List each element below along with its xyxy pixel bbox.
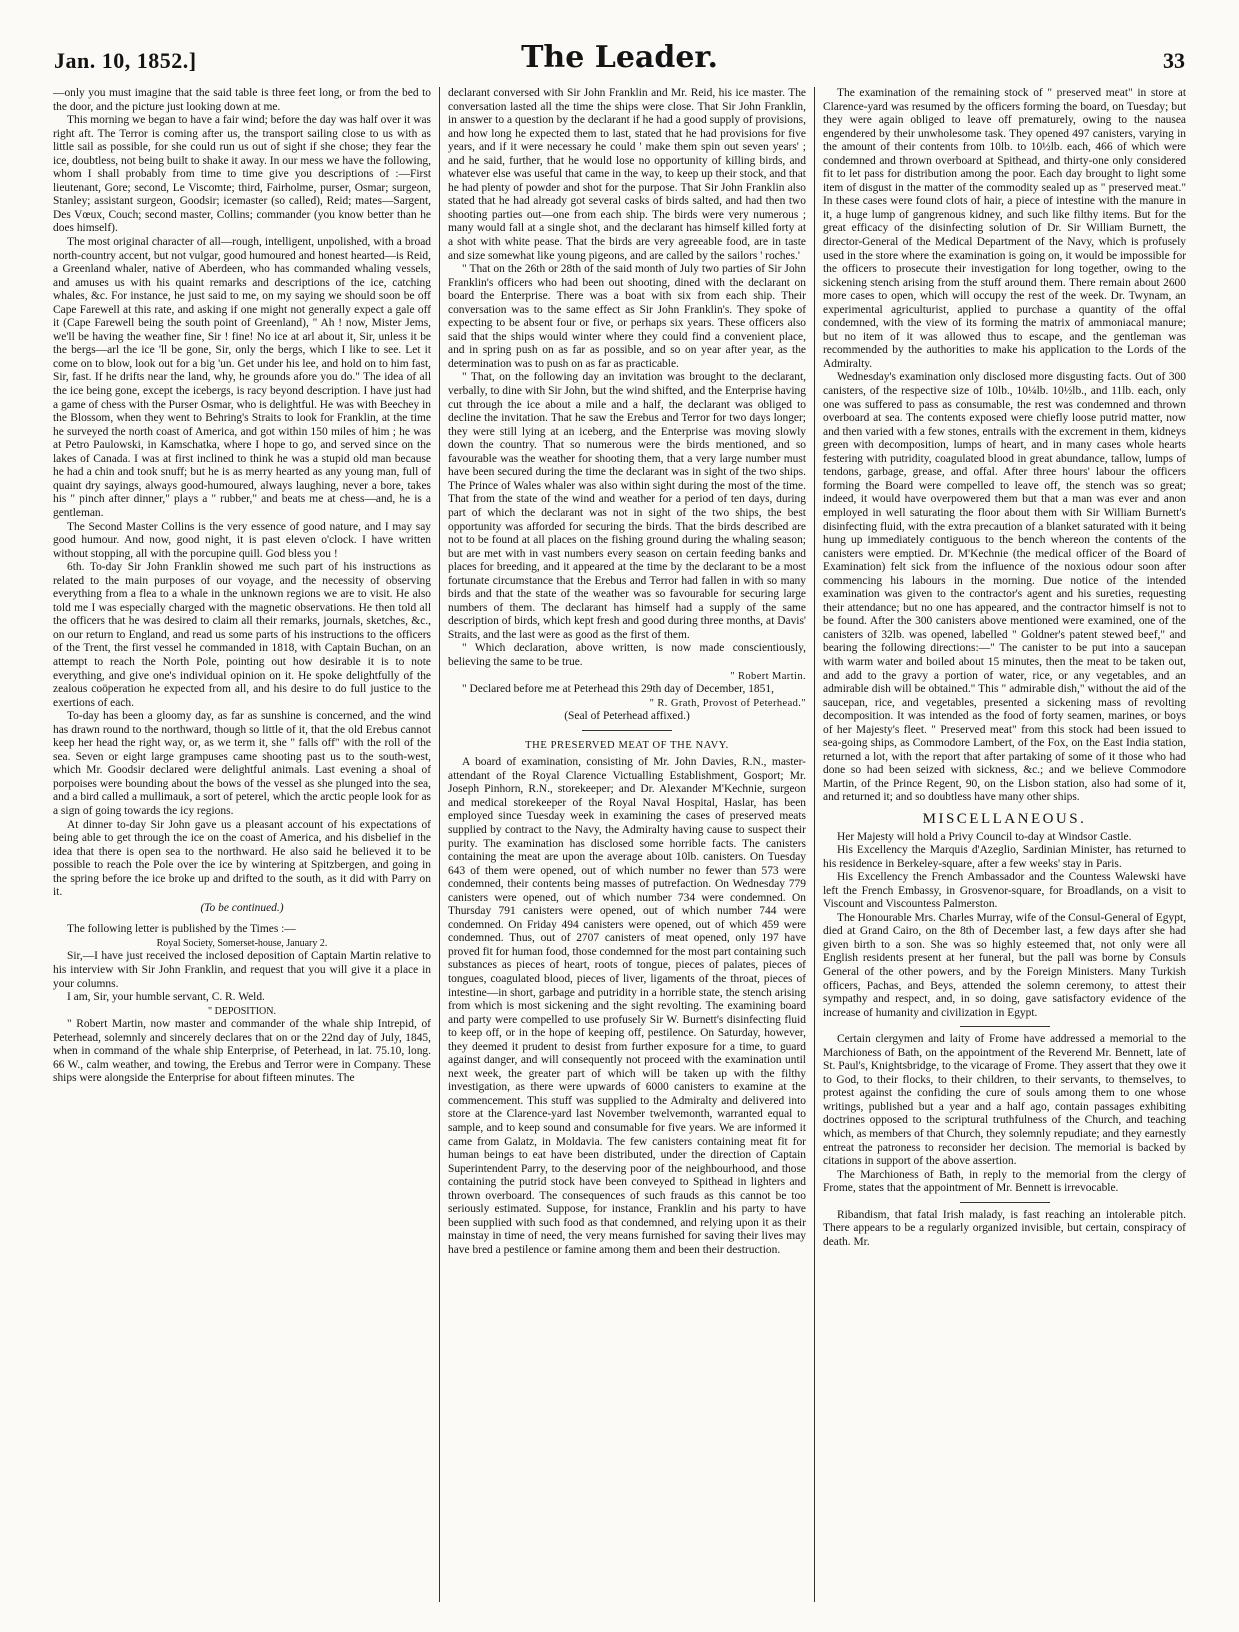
paragraph: The Marchioness of Bath, in reply to the memorial from the clergy of Frome, states that the appointment of Mr. Bennett is irrevocable. xyxy=(823,1168,1186,1195)
deposition-heading: " DEPOSITION. xyxy=(208,1005,276,1017)
paragraph: Wednesday's examination only disclosed more disgusting facts. Out of 300 canisters, of the respective size of 10lb., 10¼lb. 10½lb., and 11lb. each, only one was suffered to pass as consumable, the rest was condemned and thrown overboard at sea. The contents exposed were chiefly loose putrid matter, now and then varied with a few stones, entrails with the excrement in them, kidneys green with decomposition, lumps of heart, and in many cases whole hearts festering with putridity, coagulated blood in great abundance, tallow, lumps of tendons, garbage, grease, and offal. After three hours' labour the officers forming the Board were compelled to leave off, the stench was so great; indeed, it would have overpowered them but that a man was ever and anon employed in well saturating the floor about them with Sir William Burnett's disinfecting fluid, with the extra precaution of a blanket saturated with it being hung up immediately contiguous to the bench whereon the contents of the canisters were emptied. Dr. M'Kechnie (the medical officer of the Board of Examination) felt sick from the influence of the noxious odour soon after commencing his labours in the morning. Due notice of the intended examination was given to the contractor's agent and his sureties, requesting their attendance; but no one has appeared, and the contractor himself is not to be found. After the 300 canisters above mentioned were examined, one of the canisters of 32lb. was opened, labelled " Goldner's patent stewed beef," and bearing the following directions:—" The canister to be put into a saucepan with warm water and boiled about 15 minutes, then the meat to be taken out, and add to the gravy a portion of water, rice, or any vegetables, and an admirable dish will be obtained." This " admirable dish," without the aid of the saucepan, rice, and vegetables, presented a sickening mass of revolting decomposition. It was intended as the food of forty seamen, marines, or boys of her Majesty's fleet. " Preserved meat" from this stock had been issued to sea-going ships, as Commodore Lambert, of the Fox, on the East India station, returned a lot, with the report that after partaking of some of it those who had done so had been seized with sickness, &c.; and we believe Commodore Martin, of the Prince Regent, 90, on the Lisbon station, also had some of it, and returned it; and so doubtless have many other ships. xyxy=(823,371,1186,804)
section-divider xyxy=(960,1202,1050,1203)
paragraph: His Excellency the French Ambassador and the Countess Walewski have left the French Embassy, in Grosvenor-square, for Broadlands, on a visit to Viscount and Viscountess Palmerston. xyxy=(823,871,1186,911)
letter-body: Sir,—I have just received the inclosed deposition of Captain Martin relative to his interview with Sir John Franklin, and request that you will give it a place in your columns. xyxy=(53,950,431,990)
paragraph: Her Majesty will hold a Privy Council to-day at Windsor Castle. xyxy=(837,830,1132,843)
deposition-paragraph: " That on the 26th or 28th of the said month of July two parties of Sir John Franklin's officers who had been out shooting, dined with the declarant on board the Enterprise. There was a boat with six from each ship. Their conversation was to the same effect as Sir John Franklin's. They spoke of expecting to be absent four or five, or perhaps six years. These officers also said that the ships would winter where they could find a convenient place, and in spring push on as far as possible, and so on year after year, as the determination was to push on as far as practicable. xyxy=(448,263,806,370)
paragraph: —only you must imagine that the said table is three feet long, or from the bed to the door, and the picture just looking down at me. xyxy=(53,87,431,113)
section-title-preserved-meat: THE PRESERVED MEAT OF THE NAVY. xyxy=(525,739,729,751)
column-rule xyxy=(814,87,815,1602)
paragraph: The examination of the remaining stock of " preserved meat" in store at Clarence-yard was resumed by the officers forming the board, on Tuesday; but they were again obliged to leave off prematurely, owing to the nausea engendered by their unwholesome task. They opened 497 canisters, varying in the amount of their contents from 10lb. to 10½lb. each, 466 of which were condemned and thrown overboard at Spithead, and thirty-one only considered fit to let pass for distribution among the poor. Each day brought to light some item of disgust in the matter of the commodity sealed up as " preserved meat." In these cases were found clots of hair, a piece of intestine with the manure in it, a huge lump of gangrenous kidney, and such like filthy items. But for the great efficacy of the disinfecting solution of Dr. Sir William Burnett, the director-General of the Medical Department of the Navy, which is profusely used in the store where the examination is going on, it would be impossible for the officers to prosecute their investigation for long together, owing to the sickening stench arising from the stuff around them. There remain about 2600 more cases to open, which will occupy the rest of the week. Dr. Twynam, an experimental agriculturist, applied to purchase a quantity of the offal condemned, with the view of its forming the matrix of ammoniacal manure; but no item of it was allowed thus to escape, and the gentleman was recommended by the authorities to make his application to the Lords of the Admiralty. xyxy=(823,87,1186,370)
letter-address: Royal Society, Somerset-house, January 2. xyxy=(156,937,328,949)
paragraph: The Second Master Collins is the very essence of good nature, and I may say good humour. And now, good night, it is past eleven o'clock. I have written without stopping, all with the porcupine quill. God bless you ! xyxy=(53,520,431,560)
signature-provost: " R. Grath, Provost of Peterhead." xyxy=(649,697,806,709)
deposition-paragraph: " That, on the following day an invitation was brought to the declarant, verbally, to dine with Sir John, but the wind shifted, and the Enterprise having cut through the ice about a mile and a half, the declarant was obliged to decline the invitation. That he saw the Erebus and Terror for two days longer; they were still lying at an iceberg, and the Enterprise was moving slowly down the country. That so numerous were the birds mentioned, and so favourable was the weather for shooting them, that a very large number must have been secured during the time the declarant was in sight of the two ships. The Prince of Wales whaler was also within sight during the most of the time. That from the state of the wind and weather for a period of ten days, during part of which the declarant was not in sight of the two ships, the best opportunity was afforded for securing the birds. That the birds described are not to be found at all places on the fishing ground during the whaling season; but are met with in vast numbers every season on certain feeding banks and places for breeding, and it appeared at the time by the declarant to be a most fortunate circumstance that the Erebus and Terror had fallen in with so many birds and that the state of the weather was so favourable for securing large numbers of them. The declarant has himself had a supply of the same description of birds, which kept fresh and good during three months, at Davis' Straits, and the last were as good as the first of them. xyxy=(448,371,806,641)
to-be-continued: (To be continued.) xyxy=(200,901,284,914)
page-number: 33 xyxy=(1163,48,1185,73)
column-3 xyxy=(823,87,1186,1602)
deposition-paragraph: " Which declaration, above written, is now made conscientiously, believing the same to be true. xyxy=(448,642,806,668)
signature-martin: " Robert Martin. xyxy=(730,670,806,682)
paragraph: Certain clergymen and laity of Frome have addressed a memorial to the Marchioness of Bath, on the appointment of the Reverend Mr. Bennett, late of St. Paul's, Knightsbridge, to the vicarage of Frome. They assert that they owe it to God, to their flocks, to their children, to their servants, to themselves, to protest against the confiding the cure of souls among them to one whose writings, published but a year and a half ago, contain passages exhibiting doctrines opposed to the scriptural truthfulness of the Church, and teaching which, as members of that Church, they solemnly repudiate; and they earnestly entreat the patroness to reconsider her decision. The memorial is backed by citations in support of the above assertion. xyxy=(823,1033,1186,1168)
paragraph: The most original character of all—rough, intelligent, unpolished, with a broad north-country accent, but not vulgar, good humoured and honest hearted—is Reid, a Greenland whaler, native of Aberdeen, who has commanded whaling vessels, and amuses us with his quaint remarks and descriptions of the ice, catching whales, &c. For instance, he just said to me, on my saying we should soon be off Cape Farewell at this rate, and asking if one might not generally expect a gale off it (Cape Farewell being the south point of Greenland), " Ah ! now, Mister Jems, we'll be having the weather fine, Sir ! fine! No ice at arl about it, Sir, unless it be the bergs—arl the ice 'll be gone, Sir, only the bergs, which I like to see. Let it come on to blow, look out for a big 'un. Get under his lee, and hold on to him fast, Sir, fast. If he drifts near the land, why, he grounds afore you do." The idea of all the ice being gone, except the icebergs, is racy beyond description. I have just had a game of chess with the Purser Osmar, who is delightful. He was with Beechey in the Blossom, when they went to Behring's Straits to look for Franklin, at the time he surveyed the north coast of America, and got within 150 miles of him ; he was at Petro Paulowski, in Kamschatka, where I hope to go, and served since on the lakes of Canada. I was at first inclined to think he was a stupid old man because he had a chin and took snuff; but he is as merry hearted as any young man, full of quaint dry sayings, always good-humoured, always laughing, never a bore, takes his " pinch after dinner," plays a " rubber," and beats me at chess—and, he is a gentleman. xyxy=(53,236,431,519)
deposition-paragraph: " Declared before me at Peterhead this 29th day of December, 1851, xyxy=(462,683,774,696)
paragraph: Ribandism, that fatal Irish malady, is fast reaching an intolerable pitch. There appears to be a regularly organized invisible, but certain, conspiracy of death. Mr. xyxy=(823,1208,1186,1248)
column-1 xyxy=(53,87,431,1602)
letter-signoff: I am, Sir, your humble servant, C. R. Weld. xyxy=(67,991,265,1004)
masthead-title: The Leader. xyxy=(521,40,718,75)
deposition-paragraph: declarant conversed with Sir John Franklin and Mr. Reid, his ice master. The conversation lasted all the time the ships were close. That Sir John Franklin, in answer to a question by the declarant if he had a good supply of provisions, and how long he expected them to last, stated that he had provisions for five years, and if it were necessary he could ' make them spin out seven years' ; and he said, further, that he would lose no opportunity of killing birds, and whatever else was useful that came in the way, to keep up their stock, and that he had plenty of powder and shot for the purpose. That Sir John Franklin also stated that he had already got several casks of birds salted, and had then two shooting parties out—one from each ship. The birds were very numerous ; many would fall at a single shot, and the declarant has himself killed forty at a shot with white pease. That the birds are very agreeable food, are in taste and size somewhat like young pigeons, and are called by the sailors ' roches.' xyxy=(448,87,806,262)
column-rule xyxy=(439,87,440,1602)
issue-date: Jan. 10, 1852.] xyxy=(54,48,197,73)
paragraph: The Honourable Mrs. Charles Murray, wife of the Consul-General of Egypt, died at Grand Cairo, on the 8th of December last, a few days after she had given birth to a son. She was so highly esteemed that, not only were all English residents present at her funeral, but the pall was borne by Consuls General of the other powers, and by the Foreign Ministers. Many Turkish officers, Pachas, and Beys, attended the solemn ceremony, to attest their sympathy and respect, and, in so doing, gave satisfactory evidence of the increase of humanity and civilization in Egypt. xyxy=(823,911,1186,1019)
page-header xyxy=(54,40,1185,80)
letter-intro: The following letter is published by the Times :— xyxy=(67,923,296,936)
paragraph: A board of examination, consisting of Mr. John Davies, R.N., master-attendant of the Royal Clarence Victualling Establishment, Gosport; Mr. Joseph Pinhorn, R.N., storekeeper; and Dr. Alexander M'Kechnie, surgeon and medical storekeeper of the Royal Naval Hospital, Haslar, has been employed since Tuesday week in examining the cases of preserved meats supplied by contract to the Navy, the Admiralty having cause to suspect their purity. The examination has disclosed some horrible facts. The canisters containing the meat are upon the average about 10lb. canisters. On Tuesday 643 of them were opened, out of which number no fewer than 573 were condemned, their contents being masses of putrefaction. On Wednesday 779 canisters were opened, out of which number 734 were condemned. On Thursday 791 canisters were opened, out of which number 744 were condemned. On Friday 494 canisters were opened, out of which 459 were condemned. Thus, out of 2707 canisters of meat opened, only 197 have proved fit for human food, those condemned for the most part containing such substances as pieces of heart, roots of tongue, pieces of palates, pieces of tongues, coagulated blood, pieces of liver, ligaments of the throat, pieces of intestine—in short, garbage and putridity in a horrible state, the stench arising from which is most sickening and the sight revolting. The examining board and party were compelled to use profusely Sir W. Burnett's disinfecting fluid to keep off, or in the hope of keeping off, pestilence. On Saturday, however, they deemed it prudent to desist from further exposure for a time, to guard against danger, and will consequently not proceed with the examination until next week, the greater part of which will be taken up with the filthy investigation, as there were upwards of 6000 canisters to examine at the commencement. This stuff was supplied to the Admiralty and delivered into store at the Clarence-yard last November twelvemonth, warranted equal to sample, and to keep sound and consumable for five years. We are informed it came from Galatz, in Moldavia. The few canisters containing meat fit for human beings to eat have been distributed, under the direction of Captain Superintendent Parry, to the deserving poor of the neighbourhood, and those containing the putrid stock have been conveyed to Spithead in lighters and thrown overboard. The consequences of such frauds as this cannot be too seriously estimated. Suppose, for instance, Franklin and his party to have been supplied with such food as that condemned, and relying upon it as their mainstay in time of need, the very means furnished for saving their lives may have bred a pestilence or famine among them and been their destruction. xyxy=(448,756,806,1256)
paragraph: His Excellency the Marquis d'Azeglio, Sardinian Minister, has returned to his residence in Berkeley-square, after a few weeks' stay in Paris. xyxy=(823,844,1186,870)
section-title-miscellaneous: MISCELLANEOUS. xyxy=(922,810,1087,827)
column-2 xyxy=(448,87,806,1602)
section-divider xyxy=(582,730,672,731)
paragraph: At dinner to-day Sir John gave us a pleasant account of his expectations of being able to get through the ice on the coast of America, and his disbelief in the idea that there is open sea to the northward. He also said he believed it to be possible to reach the Pole over the ice by wintering at Spitzbergen, and going in the spring before the ice broke up and drifted to the south, as it did with Parry on it. xyxy=(53,818,431,899)
paragraph: This morning we began to have a fair wind; before the day was half over it was right aft. The Terror is coming after us, the transport sailing close to us with as little sail as possible, for she could run us out of sight if she chose; they fear the ice, doubtless, not being built to shake it away. In our mess we have the following, whom I shall probably from time to time give you descriptions of :—First lieutenant, Gore; second, Le Viscomte; third, Fairholme, purser, Osmar; surgeon, Stanley; assistant surgeon, Goodsir; icemaster (so called), Reid; mates—Sargent, Des Vœux, Couch; second master, Collins; commander (you know better than he does himself). xyxy=(53,114,431,235)
paragraph: To-day has been a gloomy day, as far as sunshine is concerned, and the wind has drawn round to the northward, though so little of it, that the old Erebus cannot keep her head the right way, or, as we term it, she " falls off" with the roll of the sea. Seven or eight large grampuses came shooting past us to the south-west, which Mr. Goodsir declared were delightful animals. Last evening a shoal of porpoises were bounding about the bows of the vessel as she plunged into the sea, and a bird called a mullimauk, a sort of peterel, which the arctic people look for as a sign of going towards the icy regions. xyxy=(53,710,431,817)
seal-note: (Seal of Peterhead affixed.) xyxy=(564,710,690,723)
deposition-paragraph: " Robert Martin, now master and commander of the whale ship Intrepid, of Peterhead, solemnly and sincerely declares that on or the 22nd day of July, 1845, when in command of the whale ship Enterprise, of Peterhead, in lat. 75.10, long. 66 W., calm weather, and towing, the Erebus and Terror were in Company. These ships were alongside the Enterprise for about fifteen minutes. The xyxy=(53,1018,431,1085)
paragraph: 6th. To-day Sir John Franklin showed me such part of his instructions as related to the main purposes of our voyage, and the necessity of observing everything from a flea to a whale in the unknown regions we are to visit. He also told me I was especially charged with the magnetic observations. He then told all the officers that he was desired to claim all their remarks, journals, sketches, &c., on our return to England, and read us some parts of his instructions to the officers of the Trent, the first vessel he commanded in 1818, with Captain Buchan, on an attempt to reach the North Pole, pointing out how desirable it is to note everything, and give one's individual opinion on it. He spoke delightfully of the zealous coöperation he expected from all, and his desire to do full justice to the exertions of each. xyxy=(53,561,431,709)
section-divider xyxy=(960,1026,1050,1027)
